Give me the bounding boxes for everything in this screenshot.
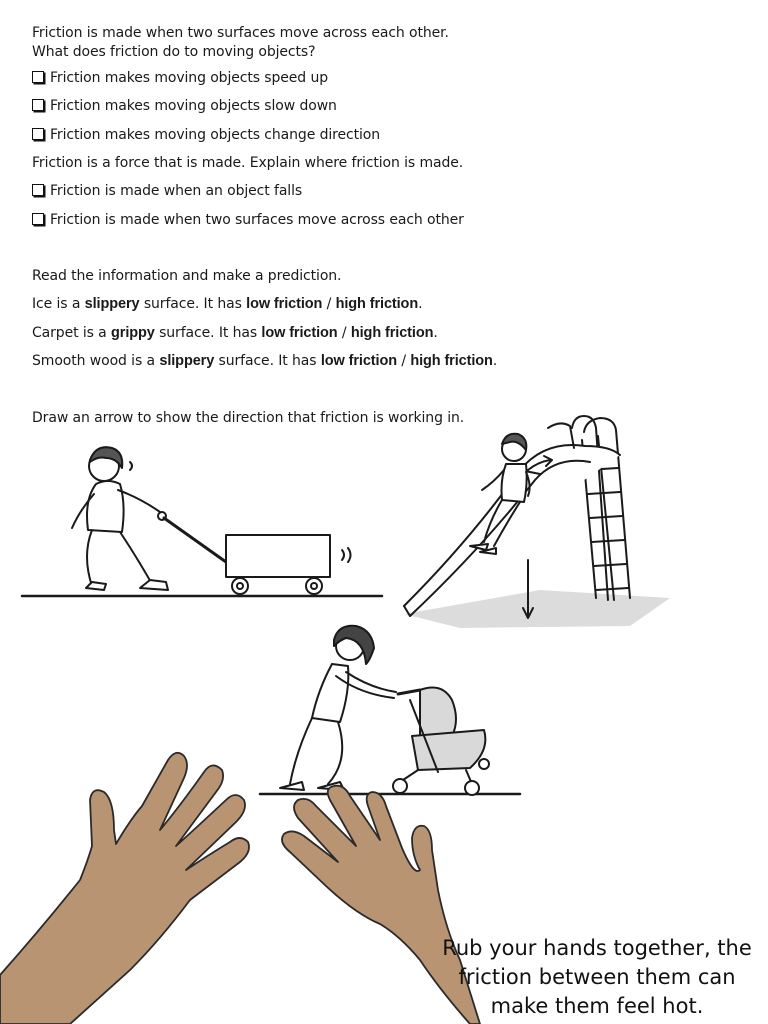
- prediction-intro: Read the information and make a prediction.: [32, 268, 342, 284]
- choice-low-friction[interactable]: low friction: [246, 296, 323, 312]
- boy-on-slide-illustration[interactable]: [404, 416, 670, 628]
- choice-high-friction[interactable]: high friction: [410, 353, 493, 369]
- option-label: Friction is made when two surfaces move across each other: [50, 212, 464, 228]
- sentence-text: Ice is a: [32, 296, 85, 312]
- sentence-text: surface. It has: [214, 353, 321, 369]
- choice-high-friction[interactable]: high friction: [350, 325, 434, 341]
- q1-question: What does friction do to moving objects?: [32, 44, 316, 60]
- adjective: slippery: [159, 353, 215, 369]
- choice-high-friction[interactable]: high friction: [335, 296, 419, 312]
- option-label: Friction is made when an object falls: [50, 183, 303, 199]
- adjective: grippy: [111, 325, 155, 341]
- period: .: [492, 353, 498, 369]
- adjective: slippery: [84, 296, 140, 312]
- left-hand-illustration: [0, 753, 249, 1024]
- separator: /: [322, 296, 336, 312]
- separator: /: [337, 325, 351, 341]
- hands-caption: Rub your hands together, the friction between them can make them feel hot.: [442, 936, 752, 1018]
- arrow-task-instruction: Draw an arrow to show the direction that friction is working in.: [32, 410, 465, 426]
- option-label: Friction makes moving objects slow down: [50, 98, 337, 114]
- boy-pulling-wagon-illustration[interactable]: [22, 447, 382, 596]
- choice-low-friction[interactable]: low friction: [320, 353, 397, 369]
- sentence-text: surface. It has: [139, 296, 247, 312]
- option-label: Friction makes moving objects change direction: [50, 127, 381, 143]
- sentence-text: surface. It has: [154, 325, 262, 341]
- sentence-text: Smooth wood is a: [32, 353, 160, 369]
- period: .: [418, 296, 423, 312]
- q1-statement: Friction is made when two surfaces move across each other.: [32, 25, 449, 41]
- woman-pushing-pram-illustration[interactable]: [260, 626, 520, 795]
- choice-low-friction[interactable]: low friction: [261, 325, 338, 341]
- sentence-text: Carpet is a: [32, 325, 112, 341]
- q2-prompt: Friction is a force that is made. Explain where friction is made.: [32, 155, 464, 171]
- option-label: Friction makes moving objects speed up: [50, 70, 329, 86]
- period: .: [433, 325, 438, 341]
- separator: /: [396, 353, 411, 369]
